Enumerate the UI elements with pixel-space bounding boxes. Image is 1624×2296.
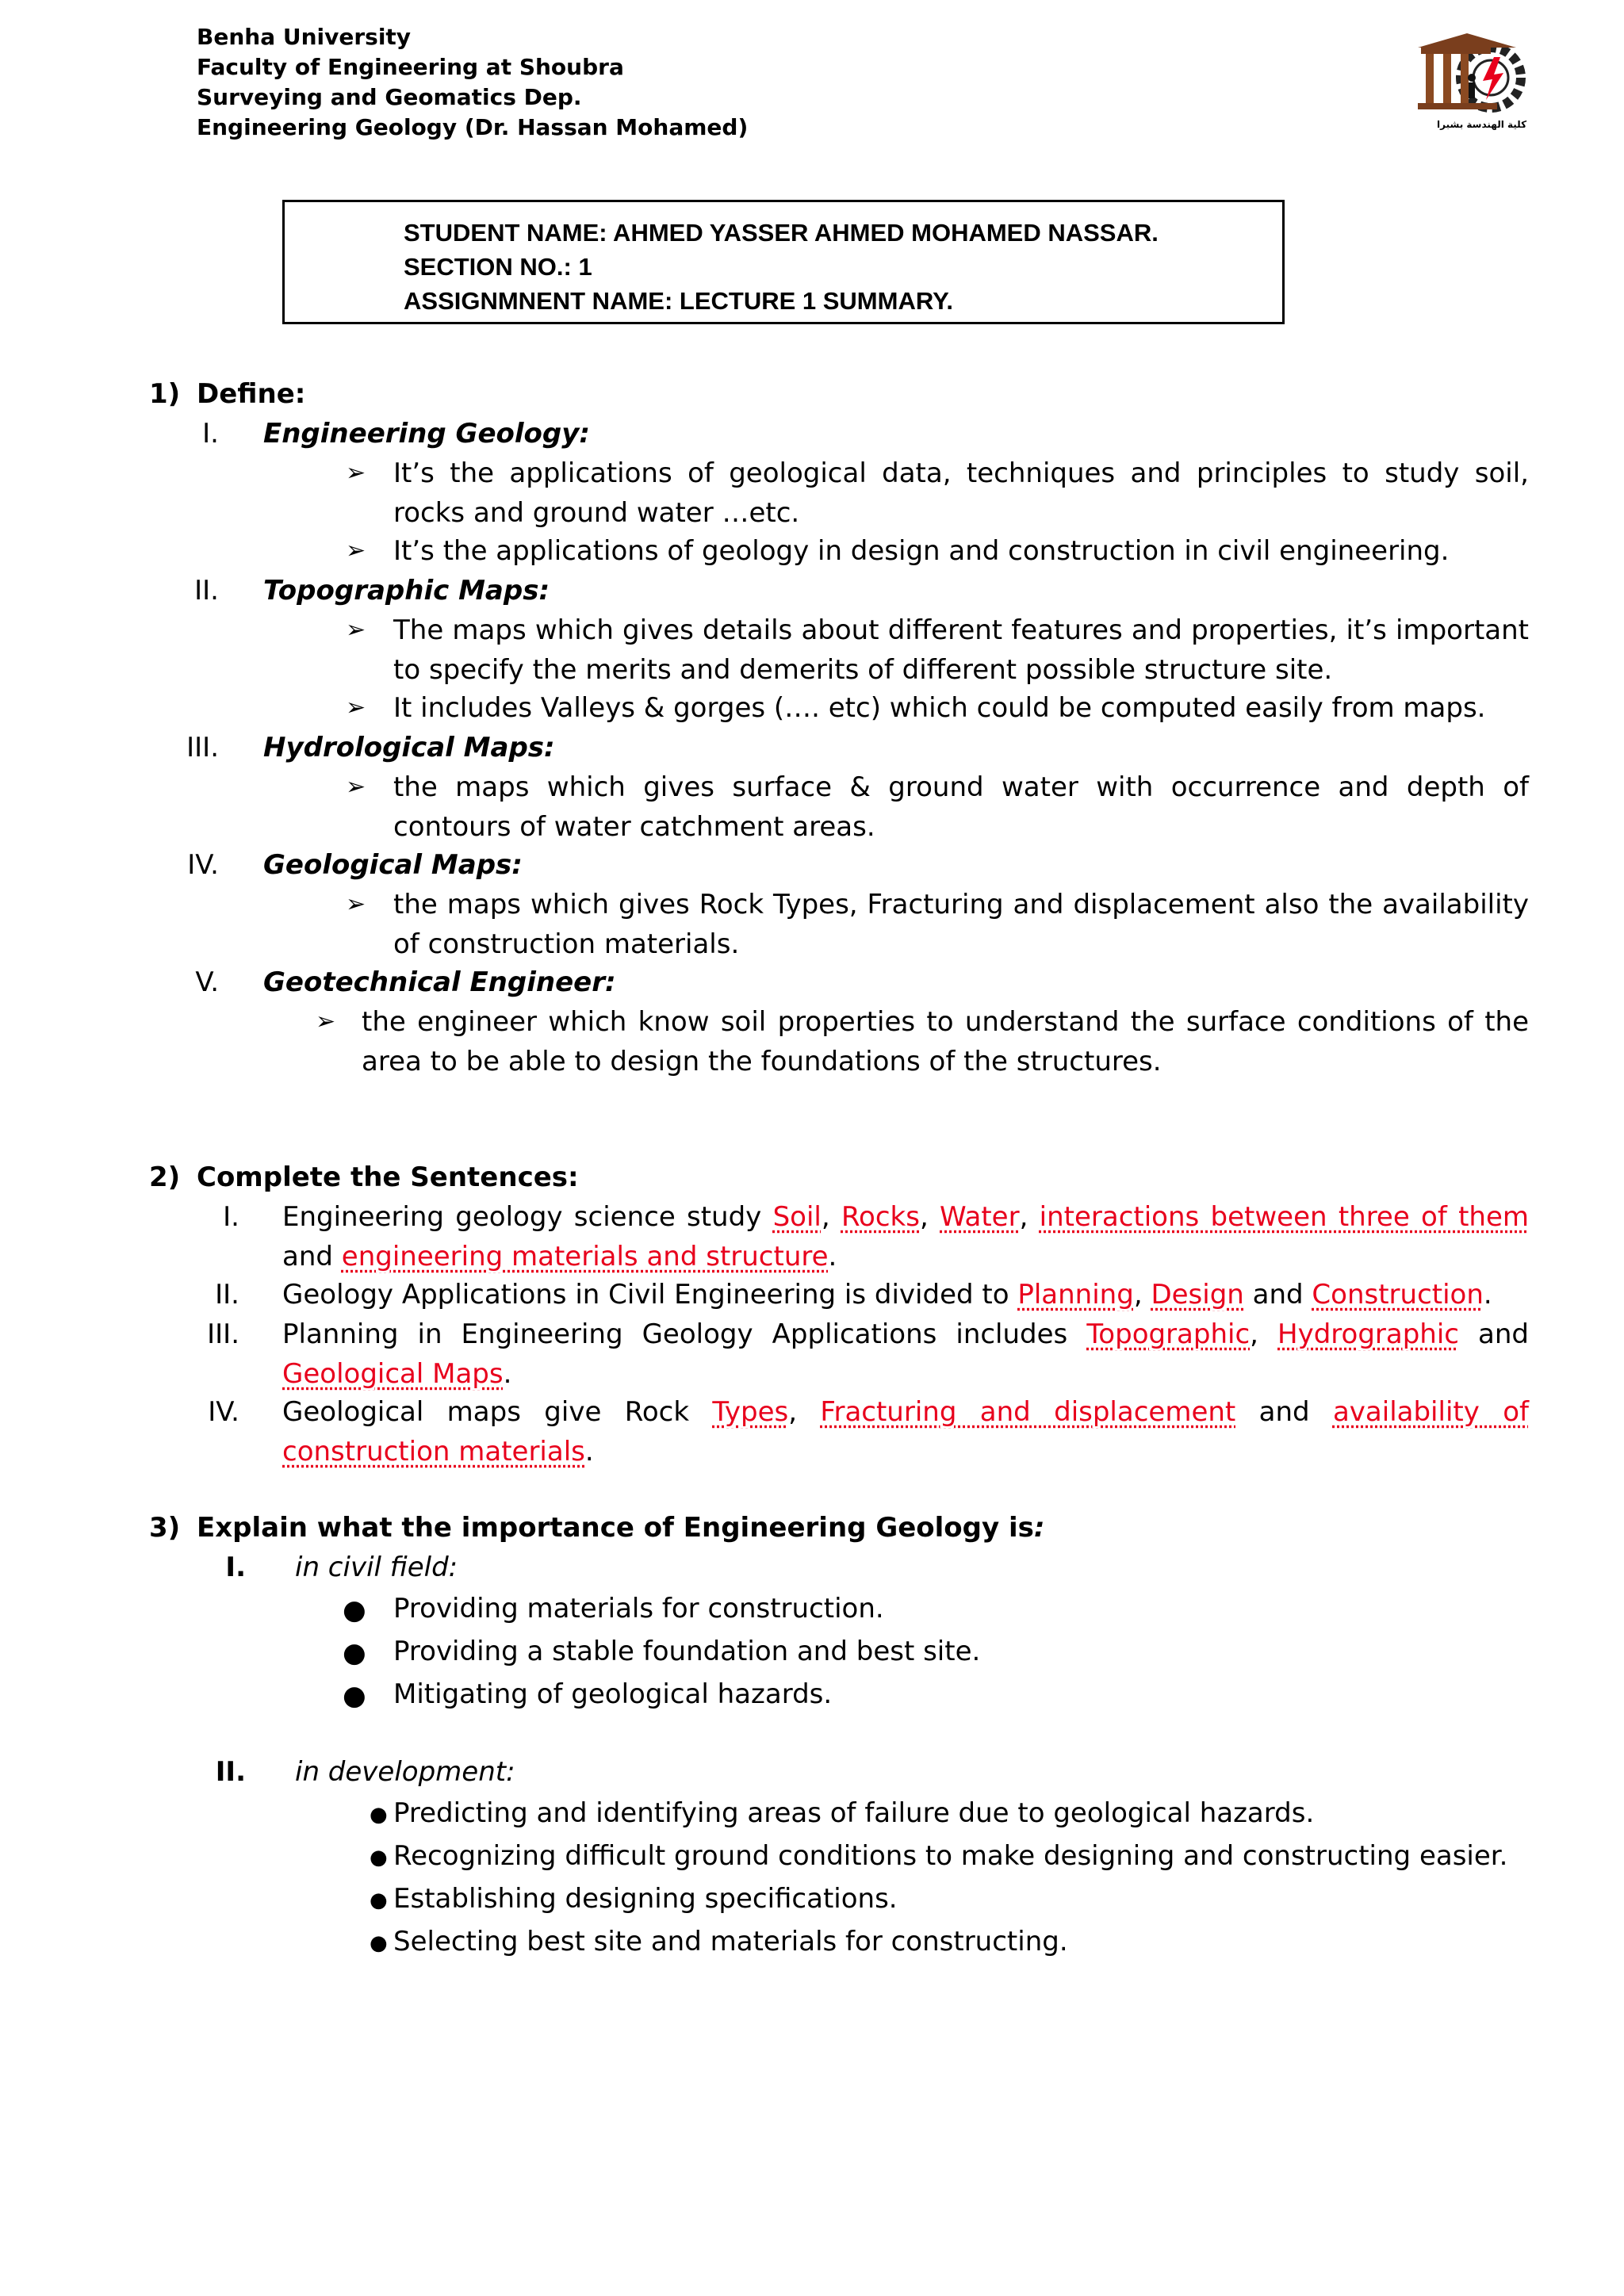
answer-soil: Soil (772, 1201, 822, 1233)
header-faculty: Faculty of Engineering at Shoubra (197, 54, 624, 80)
term-engineering-geology: Engineering Geology: (263, 418, 590, 450)
answer-hydrographic: Hydrographic (1277, 1318, 1459, 1350)
sentence-text: . (584, 1436, 594, 1468)
sentence-4 (282, 1392, 1529, 1471)
answer-water: Water (940, 1201, 1020, 1233)
section-1-title: Define: (197, 378, 306, 410)
sentence-text: . (503, 1358, 512, 1390)
sentence-1 (282, 1197, 1529, 1276)
assignment-name: ASSIGNMNENT NAME: LECTURE 1 SUMMARY. (404, 287, 953, 315)
answer-planning: Planning (1017, 1279, 1134, 1311)
term-geotechnical-engineer: Geotechnical Engineer: (263, 966, 616, 998)
section-3-title-colon: : (1033, 1512, 1045, 1544)
term-geological-maps: Geological Maps: (263, 849, 523, 881)
sentence-text: , (788, 1396, 821, 1428)
sentence-text: Planning in Engineering Geology Applications includes (282, 1318, 1087, 1350)
definition-text: the maps which gives Rock Types, Fracturing and displacement also the availability of construction materials. (393, 889, 1529, 960)
importance-point: Establishing designing specifications. (393, 1883, 898, 1915)
arrow-bullet-icon: ➢ (346, 890, 366, 918)
bullet-icon: ● (370, 1803, 388, 1827)
definition-text: It’s the applications of geology in design and construction in civil engineering. (393, 535, 1450, 567)
roman-numeral: III. (186, 732, 219, 763)
term-topographic-maps: Topographic Maps: (263, 575, 550, 607)
university-header (197, 22, 748, 143)
importance-point: Mitigating of geological hazards. (393, 1678, 833, 1710)
sentence-text: , (821, 1201, 841, 1233)
answer-topographic: Topographic (1086, 1318, 1251, 1350)
answer-fracturing: Fracturing and displacement (820, 1396, 1236, 1428)
section-3-title-text: Explain what the importance of Engineering Geology is (197, 1512, 1034, 1544)
faculty-logo-icon (1411, 30, 1530, 133)
sentence-text: , (919, 1201, 940, 1233)
bullet-icon: ● (370, 1888, 388, 1912)
section-3-title (197, 1508, 1045, 1548)
definition-text: the engineer which know soil properties to understand the surface conditions of the area to be able to design the foundations of the structures. (362, 1006, 1529, 1077)
arrow-bullet-icon: ➢ (346, 537, 366, 564)
subsection-development: in development: (295, 1756, 515, 1788)
arrow-bullet-icon: ➢ (346, 773, 366, 801)
definition-text: It’s the applications of geological data, techniques and principles to study soil, rocks and ground water …etc. (393, 457, 1529, 529)
answer-interactions: interactions between three of them (1039, 1201, 1530, 1233)
roman-numeral: II. (215, 1756, 246, 1788)
bullet-icon: ● (343, 1637, 366, 1669)
sentence-text: Geological maps give Rock (282, 1396, 713, 1428)
roman-numeral: III. (207, 1318, 239, 1350)
section-2-number: 2) (149, 1161, 181, 1193)
section-1-number: 1) (149, 378, 181, 410)
sentence-2 (282, 1275, 1529, 1314)
importance-point: Predicting and identifying areas of failure due to geological hazards. (393, 1797, 1315, 1829)
definition-text: It includes Valleys & gorges (…. etc) which could be computed easily from maps. (393, 692, 1486, 724)
sentence-text: . (828, 1241, 837, 1272)
sentence-text: and (1458, 1318, 1529, 1350)
sentence-text: and (282, 1241, 342, 1272)
section-2-title: Complete the Sentences: (197, 1161, 579, 1193)
bullet-icon: ● (343, 1594, 366, 1626)
sentence-text: and (1235, 1396, 1333, 1428)
arrow-bullet-icon: ➢ (346, 694, 366, 721)
sentence-text: and (1243, 1279, 1312, 1311)
roman-numeral: I. (223, 1201, 239, 1233)
sentence-text: Engineering geology science study (282, 1201, 773, 1233)
header-university: Benha University (197, 24, 412, 50)
sentence-3 (282, 1314, 1529, 1394)
bullet-icon: ● (370, 1931, 388, 1955)
sentence-text: , (1019, 1201, 1040, 1233)
answer-design: Design (1151, 1279, 1244, 1311)
sentence-text: , (1133, 1279, 1151, 1311)
importance-point: Selecting best site and materials for constructing. (393, 1926, 1068, 1957)
student-name: STUDENT NAME: AHMED YASSER AHMED MOHAMED NASSAR. (404, 219, 1159, 247)
answer-types: Types (712, 1396, 789, 1428)
importance-point: Recognizing difficult ground conditions to make designing and constructing easier. (393, 1840, 1508, 1872)
arrow-bullet-icon: ➢ (316, 1008, 336, 1035)
definition-text: the maps which gives surface & ground water with occurrence and depth of contours of water catchment areas. (393, 771, 1529, 843)
importance-point: Providing a stable foundation and best site. (393, 1636, 981, 1667)
bullet-icon: ● (343, 1680, 366, 1712)
logo-caption: كلية الهندسة بشبرا (1437, 119, 1527, 130)
header-course: Engineering Geology (Dr. Hassan Mohamed) (197, 114, 749, 140)
sentence-text: Geology Applications in Civil Engineering is divided to (282, 1279, 1018, 1311)
answer-geological-maps: Geological Maps (282, 1358, 504, 1390)
answer-engineering-materials: engineering materials and structure (341, 1241, 829, 1272)
bullet-icon: ● (370, 1846, 388, 1869)
term-hydrological-maps: Hydrological Maps: (263, 732, 555, 763)
roman-numeral: I. (225, 1552, 246, 1583)
roman-numeral: IV. (208, 1396, 239, 1428)
answer-construction: Construction (1312, 1279, 1484, 1311)
roman-numeral: II. (194, 575, 219, 607)
roman-numeral: I. (202, 418, 219, 450)
roman-numeral: V. (195, 966, 219, 998)
importance-point: Providing materials for construction. (393, 1593, 884, 1624)
sentence-text: . (1483, 1279, 1492, 1311)
student-info-box (282, 200, 1285, 324)
answer-availability: availability of construction materials (282, 1396, 1529, 1468)
section-number: SECTION NO.: 1 (404, 253, 592, 281)
definition-text: The maps which gives details about different features and properties, it’s important to specify the merits and demerits of different possible structure site. (393, 614, 1529, 686)
answer-rocks: Rocks (841, 1201, 920, 1233)
subsection-civil-field: in civil field: (295, 1552, 458, 1583)
roman-numeral: II. (215, 1279, 239, 1311)
roman-numeral: IV. (187, 849, 219, 881)
sentence-text: , (1250, 1318, 1278, 1350)
arrow-bullet-icon: ➢ (346, 459, 366, 487)
arrow-bullet-icon: ➢ (346, 616, 366, 644)
section-3-number: 3) (149, 1512, 181, 1544)
header-department: Surveying and Geomatics Dep. (197, 84, 582, 110)
